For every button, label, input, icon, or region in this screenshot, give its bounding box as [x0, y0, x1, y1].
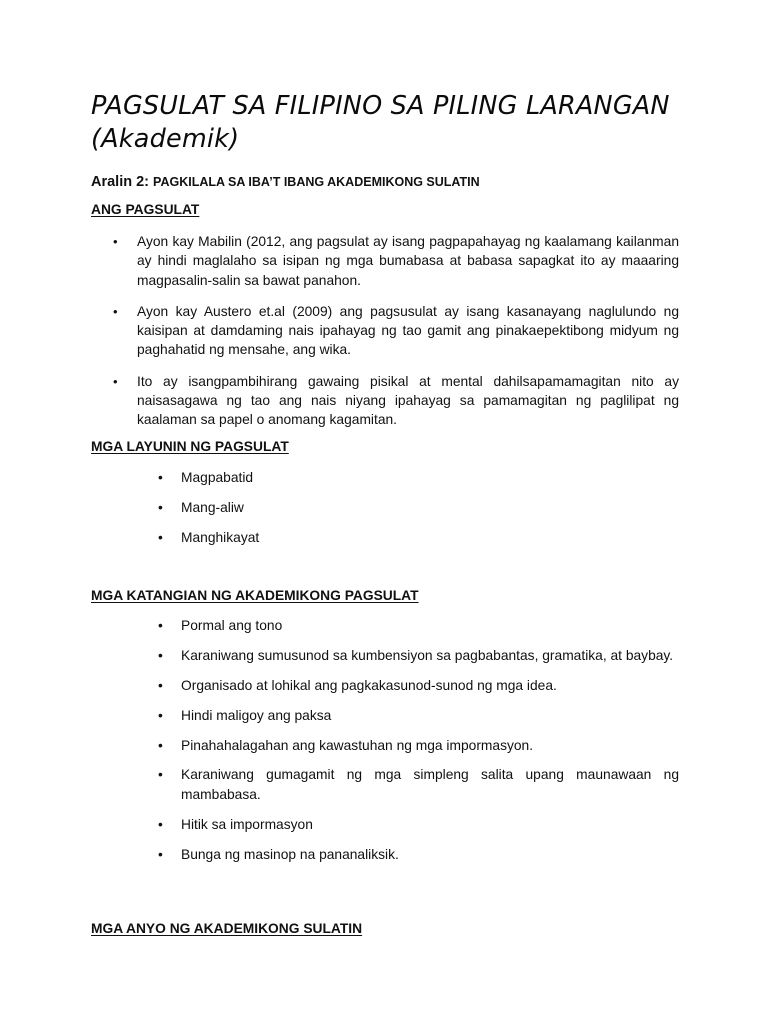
list-item-text: Ayon kay Austero et.al (2009) ang pagsusulat ay isang kasanayang naglulundo ng kaisipan at damdaming nais ipahayag ng tao gamit ang pinakaepektibong midyum ng paghahatid ng mensahe, ang wika. — [137, 303, 679, 358]
list-item — [91, 815, 679, 834]
list-item — [91, 616, 679, 635]
lesson-title: PAGKILALA SA IBA’T IBANG AKADEMIKONG SULATIN — [153, 175, 480, 189]
bullet-icon: • — [158, 499, 163, 515]
list-item — [91, 232, 679, 290]
list-item — [91, 676, 679, 695]
list-item — [91, 468, 679, 487]
list-item-text: Karaniwang gumagamit ng mga simpleng salita upang maunawaan ng mambabasa. — [181, 767, 679, 802]
bullet-icon: • — [158, 767, 163, 783]
bullet-icon: • — [158, 470, 163, 485]
list-item — [91, 528, 679, 547]
list-item — [91, 736, 679, 755]
section-heading-ang-pagsulat: ANG PAGSULAT — [91, 202, 200, 217]
bullet-icon: • — [113, 373, 118, 389]
bullet-icon: • — [158, 737, 163, 753]
list-item-text: Pinahahalagahan ang kawastuhan ng mga impormasyon. — [181, 737, 534, 753]
bullet-icon: • — [158, 707, 163, 723]
list-item — [91, 845, 679, 864]
section-heading-katangian: MGA KATANGIAN NG AKADEMIKONG PAGSULAT — [91, 588, 419, 603]
list-item-text: Ito ay isangpambihirang gawaing pisikal at mental dahilsapamamagitan nito ay naisasagawa ng tao ang nais niyang ipahayag sa pamamagitan ng paglilipat ng kaalaman sa papel o anomang kagamitan. — [137, 373, 679, 428]
layunin-list — [91, 468, 679, 558]
list-item-text: Ayon kay Mabilin (2012, ang pagsulat ay isang pagpapahayag ng kaalamang kailanman ay hindi maglalaho sa isipan ng mga bumabasa at babasa sapagkat ito ay maaaring magpasalin-salin sa bawat panahon. — [137, 234, 679, 288]
list-item-text: Magpabatid — [181, 470, 254, 485]
section-heading-layunin: MGA LAYUNIN NG PAGSULAT — [91, 439, 289, 454]
list-item-text: Hindi maligoy ang paksa — [181, 707, 332, 723]
section-heading-anyo: MGA ANYO NG AKADEMIKONG SULATIN — [91, 921, 363, 936]
bullet-icon: • — [158, 618, 163, 633]
bullet-icon: • — [158, 846, 163, 862]
list-item — [91, 372, 679, 430]
list-item — [91, 765, 679, 804]
lesson-number: Aralin 2: — [91, 174, 150, 190]
list-item-text: Pormal ang tono — [181, 618, 283, 633]
list-item-text: Karaniwang sumusunod sa kumbensiyon sa pagbabantas, gramatika, at baybay. — [181, 647, 674, 663]
list-item-text: Bunga ng masinop na pananaliksik. — [181, 846, 399, 862]
katangian-list — [91, 616, 679, 874]
bullet-icon: • — [158, 816, 163, 832]
list-item-text: Manghikayat — [181, 529, 260, 545]
list-item-text: Hitik sa impormasyon — [181, 816, 313, 832]
list-item-text: Organisado at lohikal ang pagkakasunod-sunod ng mga idea. — [181, 677, 557, 693]
bullet-icon: • — [158, 677, 163, 693]
bullet-icon: • — [113, 303, 118, 319]
list-item — [91, 646, 679, 665]
title-line-1: PAGSULAT SA FILIPINO SA PILING LARANGAN — [91, 91, 670, 121]
list-item-text: Mang-aliw — [181, 499, 244, 515]
list-item — [91, 706, 679, 725]
bullet-icon: • — [158, 529, 163, 545]
lesson-heading — [91, 174, 480, 190]
list-item — [91, 302, 679, 360]
list-item — [91, 498, 679, 517]
bullet-icon: • — [113, 234, 118, 249]
ang-pagsulat-list — [91, 232, 679, 442]
document-page — [91, 0, 679, 1024]
title-line-2: (Akademik) — [91, 124, 240, 154]
document-title — [91, 90, 691, 156]
bullet-icon: • — [158, 647, 163, 663]
